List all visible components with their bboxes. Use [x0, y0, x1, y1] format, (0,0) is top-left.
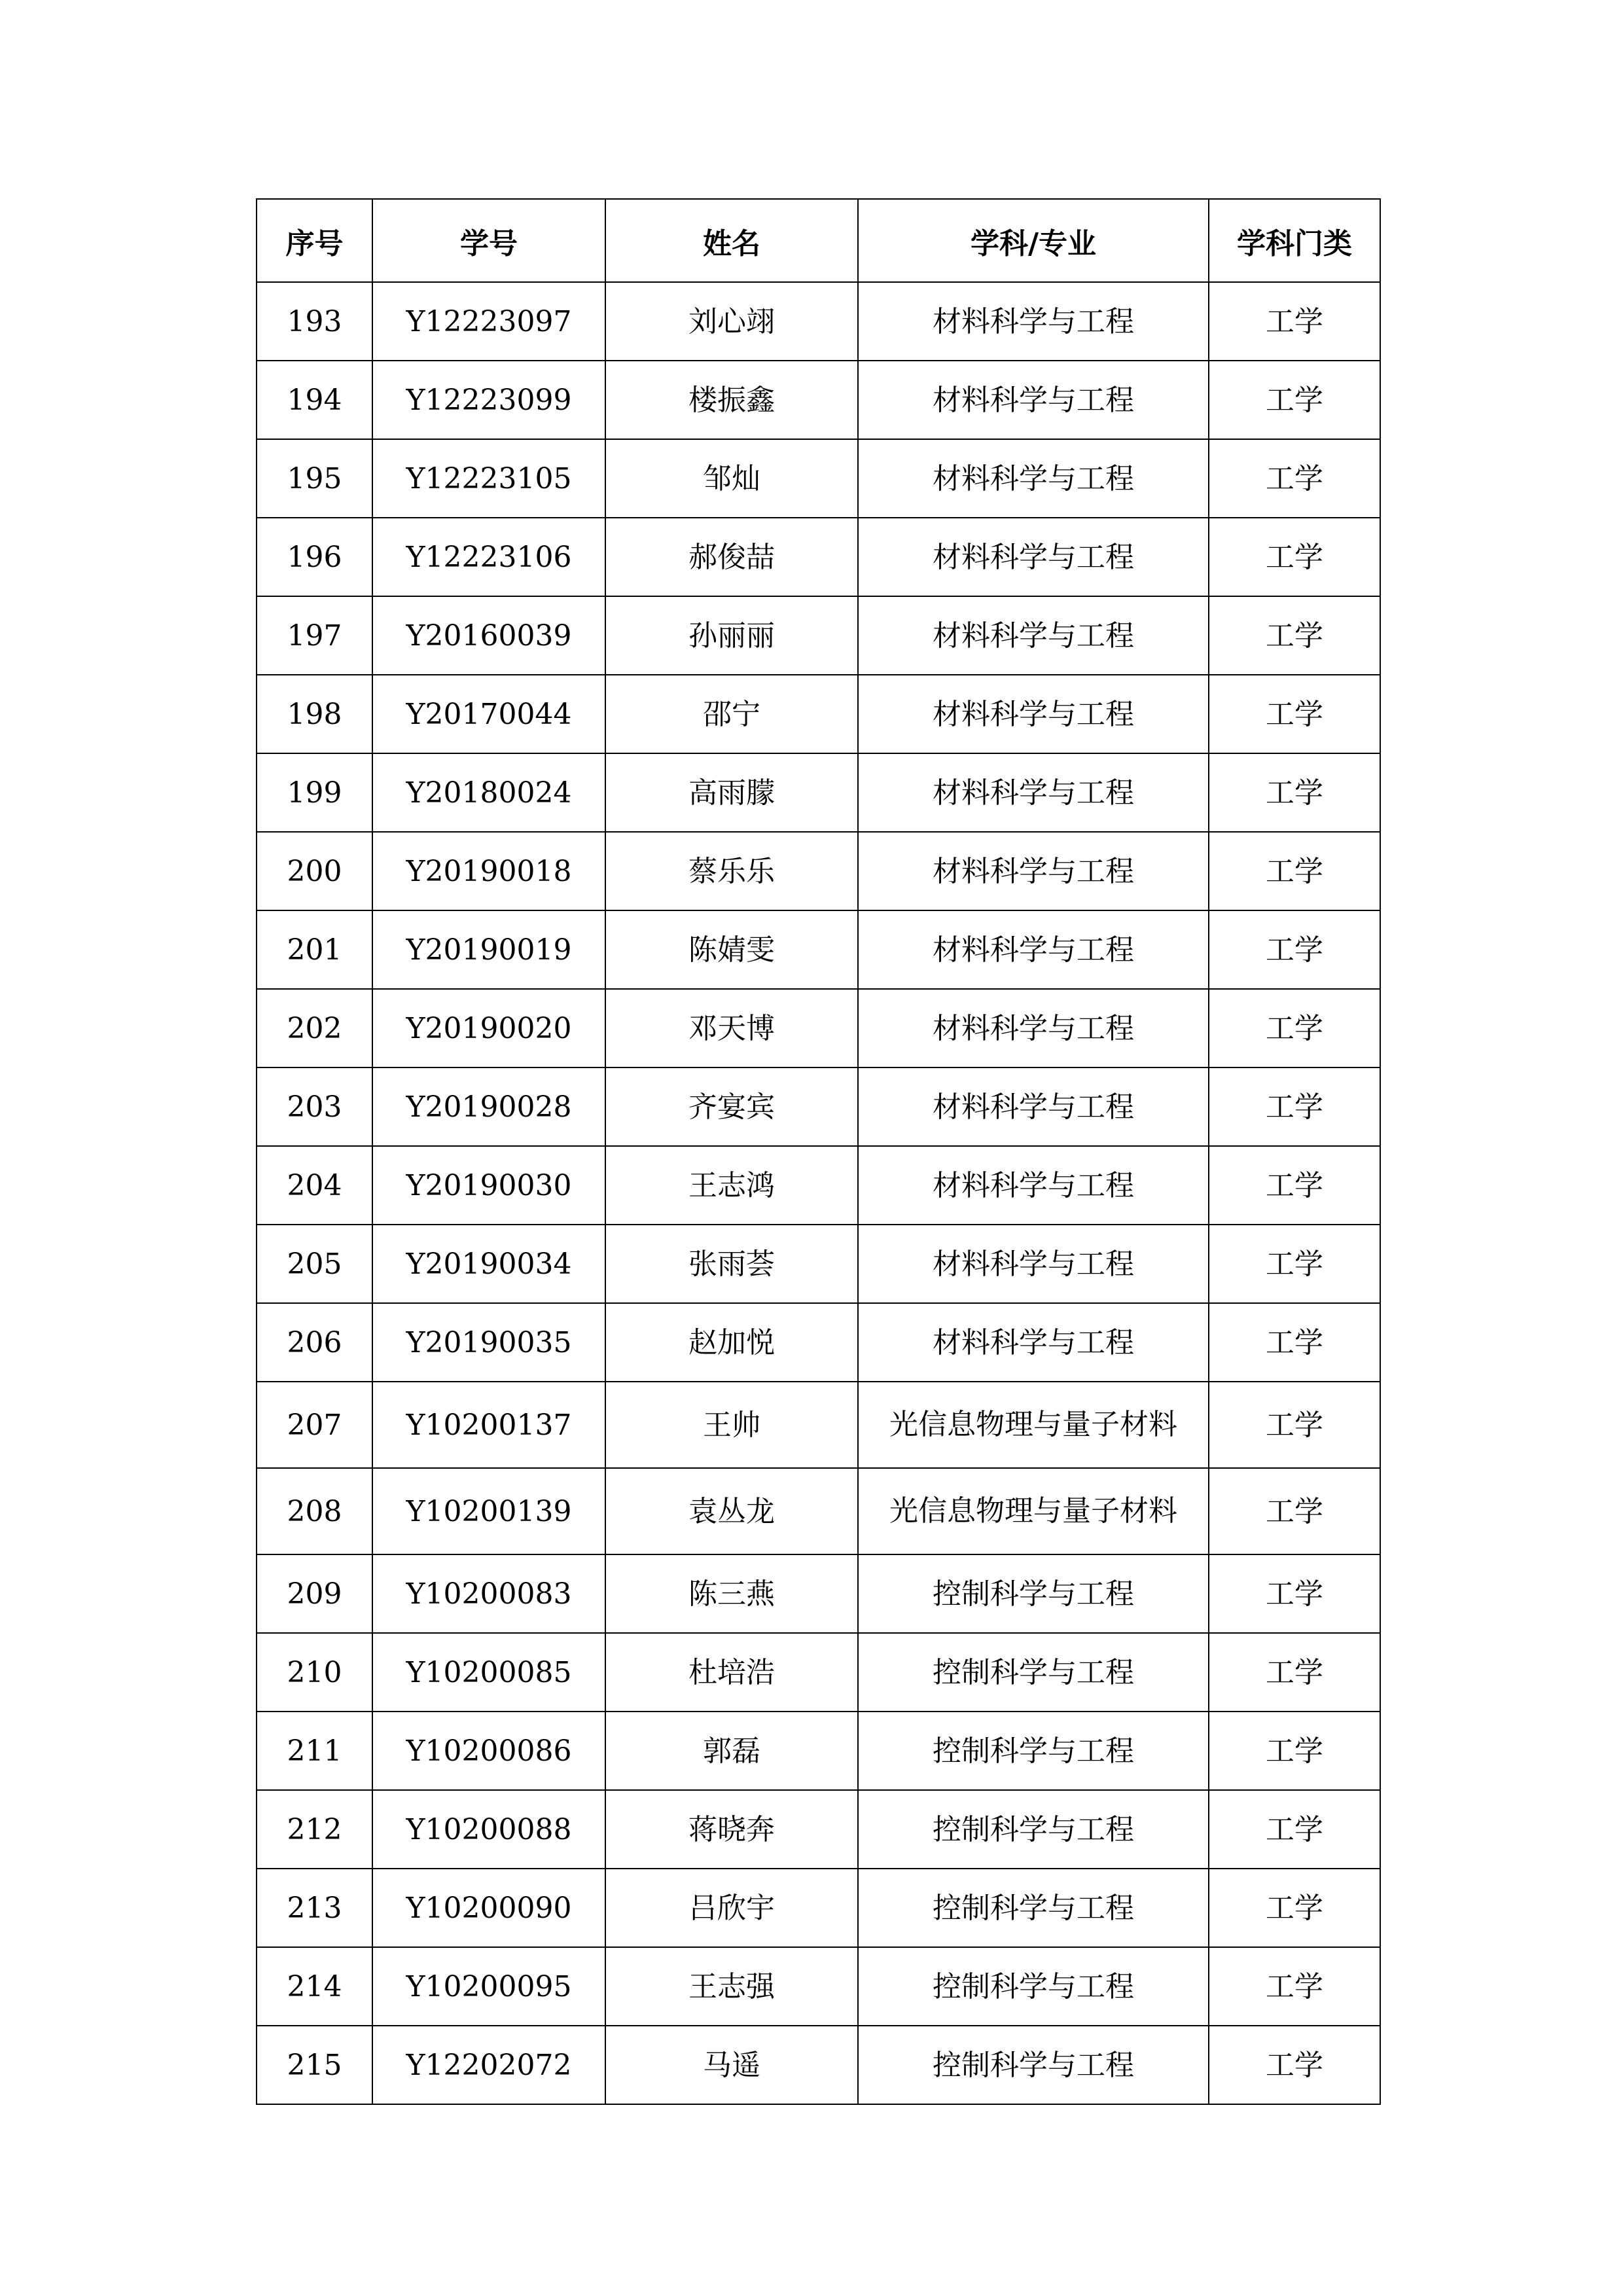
- cell-major: 材料科学与工程: [858, 1303, 1209, 1382]
- cell-serial-number: 196: [257, 518, 372, 596]
- cell-student-id: Y20190020: [372, 989, 605, 1067]
- cell-student-id: Y20190028: [372, 1067, 605, 1146]
- cell-student-id: Y10200085: [372, 1633, 605, 1712]
- cell-category: 工学: [1209, 1382, 1380, 1468]
- cell-category: 工学: [1209, 1468, 1380, 1554]
- cell-name: 高雨朦: [605, 753, 858, 832]
- cell-student-id: Y20190030: [372, 1146, 605, 1225]
- cell-category: 工学: [1209, 675, 1380, 753]
- table-row: [257, 910, 1380, 989]
- cell-student-id: Y20190019: [372, 910, 605, 989]
- table-row: [257, 518, 1380, 596]
- table-row: [257, 1947, 1380, 2026]
- cell-student-id: Y20190034: [372, 1225, 605, 1303]
- cell-major: 材料科学与工程: [858, 1067, 1209, 1146]
- cell-major: 材料科学与工程: [858, 910, 1209, 989]
- cell-name: 袁丛龙: [605, 1468, 858, 1554]
- cell-category: 工学: [1209, 1633, 1380, 1712]
- cell-name: 邹灿: [605, 439, 858, 518]
- cell-major: 控制科学与工程: [858, 1947, 1209, 2026]
- cell-serial-number: 200: [257, 832, 372, 910]
- table-row: [257, 1869, 1380, 1947]
- cell-serial-number: 204: [257, 1146, 372, 1225]
- cell-name: 陈三燕: [605, 1554, 858, 1633]
- cell-category: 工学: [1209, 1146, 1380, 1225]
- cell-serial-number: 208: [257, 1468, 372, 1554]
- cell-serial-number: 212: [257, 1790, 372, 1869]
- cell-category: 工学: [1209, 2026, 1380, 2104]
- cell-name: 郭磊: [605, 1712, 858, 1790]
- header-student-id: 学号: [372, 199, 605, 282]
- cell-name: 赵加悦: [605, 1303, 858, 1382]
- cell-serial-number: 205: [257, 1225, 372, 1303]
- cell-name: 吕欣宇: [605, 1869, 858, 1947]
- cell-major: 控制科学与工程: [858, 1712, 1209, 1790]
- cell-student-id: Y10200088: [372, 1790, 605, 1869]
- cell-major: 材料科学与工程: [858, 596, 1209, 675]
- cell-name: 楼振鑫: [605, 361, 858, 439]
- cell-major: 材料科学与工程: [858, 518, 1209, 596]
- cell-name: 蒋晓奔: [605, 1790, 858, 1869]
- table-row: [257, 439, 1380, 518]
- cell-name: 王志鸿: [605, 1146, 858, 1225]
- cell-category: 工学: [1209, 832, 1380, 910]
- cell-major: 控制科学与工程: [858, 1869, 1209, 1947]
- table-header-row: [257, 199, 1380, 282]
- table-row: [257, 1712, 1380, 1790]
- cell-major: 光信息物理与量子材料: [858, 1468, 1209, 1554]
- cell-serial-number: 207: [257, 1382, 372, 1468]
- cell-student-id: Y10200090: [372, 1869, 605, 1947]
- cell-category: 工学: [1209, 1790, 1380, 1869]
- cell-name: 蔡乐乐: [605, 832, 858, 910]
- header-major: 学科/专业: [858, 199, 1209, 282]
- cell-major: 材料科学与工程: [858, 361, 1209, 439]
- cell-serial-number: 210: [257, 1633, 372, 1712]
- cell-serial-number: 197: [257, 596, 372, 675]
- cell-student-id: Y12223097: [372, 282, 605, 361]
- cell-category: 工学: [1209, 1947, 1380, 2026]
- cell-major: 材料科学与工程: [858, 1225, 1209, 1303]
- cell-category: 工学: [1209, 518, 1380, 596]
- cell-name: 陈婧雯: [605, 910, 858, 989]
- table-row: [257, 753, 1380, 832]
- cell-major: 材料科学与工程: [858, 753, 1209, 832]
- cell-student-id: Y20160039: [372, 596, 605, 675]
- cell-name: 王帅: [605, 1382, 858, 1468]
- cell-name: 张雨荟: [605, 1225, 858, 1303]
- cell-category: 工学: [1209, 282, 1380, 361]
- cell-serial-number: 215: [257, 2026, 372, 2104]
- cell-serial-number: 206: [257, 1303, 372, 1382]
- header-serial-number: 序号: [257, 199, 372, 282]
- table-row: [257, 1303, 1380, 1382]
- cell-student-id: Y10200083: [372, 1554, 605, 1633]
- table-body: [257, 282, 1380, 2104]
- cell-serial-number: 194: [257, 361, 372, 439]
- cell-category: 工学: [1209, 910, 1380, 989]
- table-row: [257, 1633, 1380, 1712]
- cell-major: 材料科学与工程: [858, 1146, 1209, 1225]
- table-row: [257, 596, 1380, 675]
- cell-name: 邵宁: [605, 675, 858, 753]
- cell-major: 光信息物理与量子材料: [858, 1382, 1209, 1468]
- cell-major: 材料科学与工程: [858, 832, 1209, 910]
- cell-student-id: Y12223099: [372, 361, 605, 439]
- table-row: [257, 1382, 1380, 1468]
- cell-category: 工学: [1209, 1869, 1380, 1947]
- cell-name: 马遥: [605, 2026, 858, 2104]
- cell-category: 工学: [1209, 361, 1380, 439]
- cell-student-id: Y10200139: [372, 1468, 605, 1554]
- cell-major: 控制科学与工程: [858, 2026, 1209, 2104]
- cell-category: 工学: [1209, 1225, 1380, 1303]
- header-category: 学科门类: [1209, 199, 1380, 282]
- table-row: [257, 1146, 1380, 1225]
- cell-serial-number: 201: [257, 910, 372, 989]
- cell-category: 工学: [1209, 1303, 1380, 1382]
- cell-category: 工学: [1209, 1067, 1380, 1146]
- cell-major: 材料科学与工程: [858, 989, 1209, 1067]
- table-row: [257, 675, 1380, 753]
- cell-serial-number: 209: [257, 1554, 372, 1633]
- cell-serial-number: 199: [257, 753, 372, 832]
- cell-student-id: Y12202072: [372, 2026, 605, 2104]
- cell-student-id: Y20190035: [372, 1303, 605, 1382]
- cell-category: 工学: [1209, 439, 1380, 518]
- table-row: [257, 989, 1380, 1067]
- cell-name: 齐宴宾: [605, 1067, 858, 1146]
- cell-student-id: Y20170044: [372, 675, 605, 753]
- cell-category: 工学: [1209, 989, 1380, 1067]
- cell-category: 工学: [1209, 1712, 1380, 1790]
- cell-serial-number: 202: [257, 989, 372, 1067]
- cell-serial-number: 203: [257, 1067, 372, 1146]
- table-row: [257, 1554, 1380, 1633]
- cell-major: 材料科学与工程: [858, 439, 1209, 518]
- cell-major: 控制科学与工程: [858, 1633, 1209, 1712]
- table-row: [257, 832, 1380, 910]
- cell-student-id: Y10200086: [372, 1712, 605, 1790]
- table-row: [257, 1067, 1380, 1146]
- table-row: [257, 361, 1380, 439]
- cell-serial-number: 193: [257, 282, 372, 361]
- cell-name: 邓天博: [605, 989, 858, 1067]
- table-row: [257, 1468, 1380, 1554]
- cell-student-id: Y12223105: [372, 439, 605, 518]
- cell-category: 工学: [1209, 753, 1380, 832]
- cell-name: 杜培浩: [605, 1633, 858, 1712]
- cell-serial-number: 195: [257, 439, 372, 518]
- cell-name: 孙丽丽: [605, 596, 858, 675]
- cell-student-id: Y20190018: [372, 832, 605, 910]
- cell-major: 材料科学与工程: [858, 675, 1209, 753]
- cell-student-id: Y12223106: [372, 518, 605, 596]
- cell-student-id: Y10200095: [372, 1947, 605, 2026]
- cell-serial-number: 198: [257, 675, 372, 753]
- cell-name: 郝俊喆: [605, 518, 858, 596]
- cell-student-id: Y20180024: [372, 753, 605, 832]
- cell-category: 工学: [1209, 596, 1380, 675]
- cell-student-id: Y10200137: [372, 1382, 605, 1468]
- table-row: [257, 1225, 1380, 1303]
- cell-major: 控制科学与工程: [858, 1790, 1209, 1869]
- cell-serial-number: 211: [257, 1712, 372, 1790]
- cell-name: 王志强: [605, 1947, 858, 2026]
- cell-name: 刘心翊: [605, 282, 858, 361]
- table-row: [257, 2026, 1380, 2104]
- cell-major: 控制科学与工程: [858, 1554, 1209, 1633]
- cell-serial-number: 213: [257, 1869, 372, 1947]
- cell-category: 工学: [1209, 1554, 1380, 1633]
- table-row: [257, 1790, 1380, 1869]
- table-row: [257, 282, 1380, 361]
- student-roster-table: [256, 198, 1381, 2105]
- cell-major: 材料科学与工程: [858, 282, 1209, 361]
- cell-serial-number: 214: [257, 1947, 372, 2026]
- header-name: 姓名: [605, 199, 858, 282]
